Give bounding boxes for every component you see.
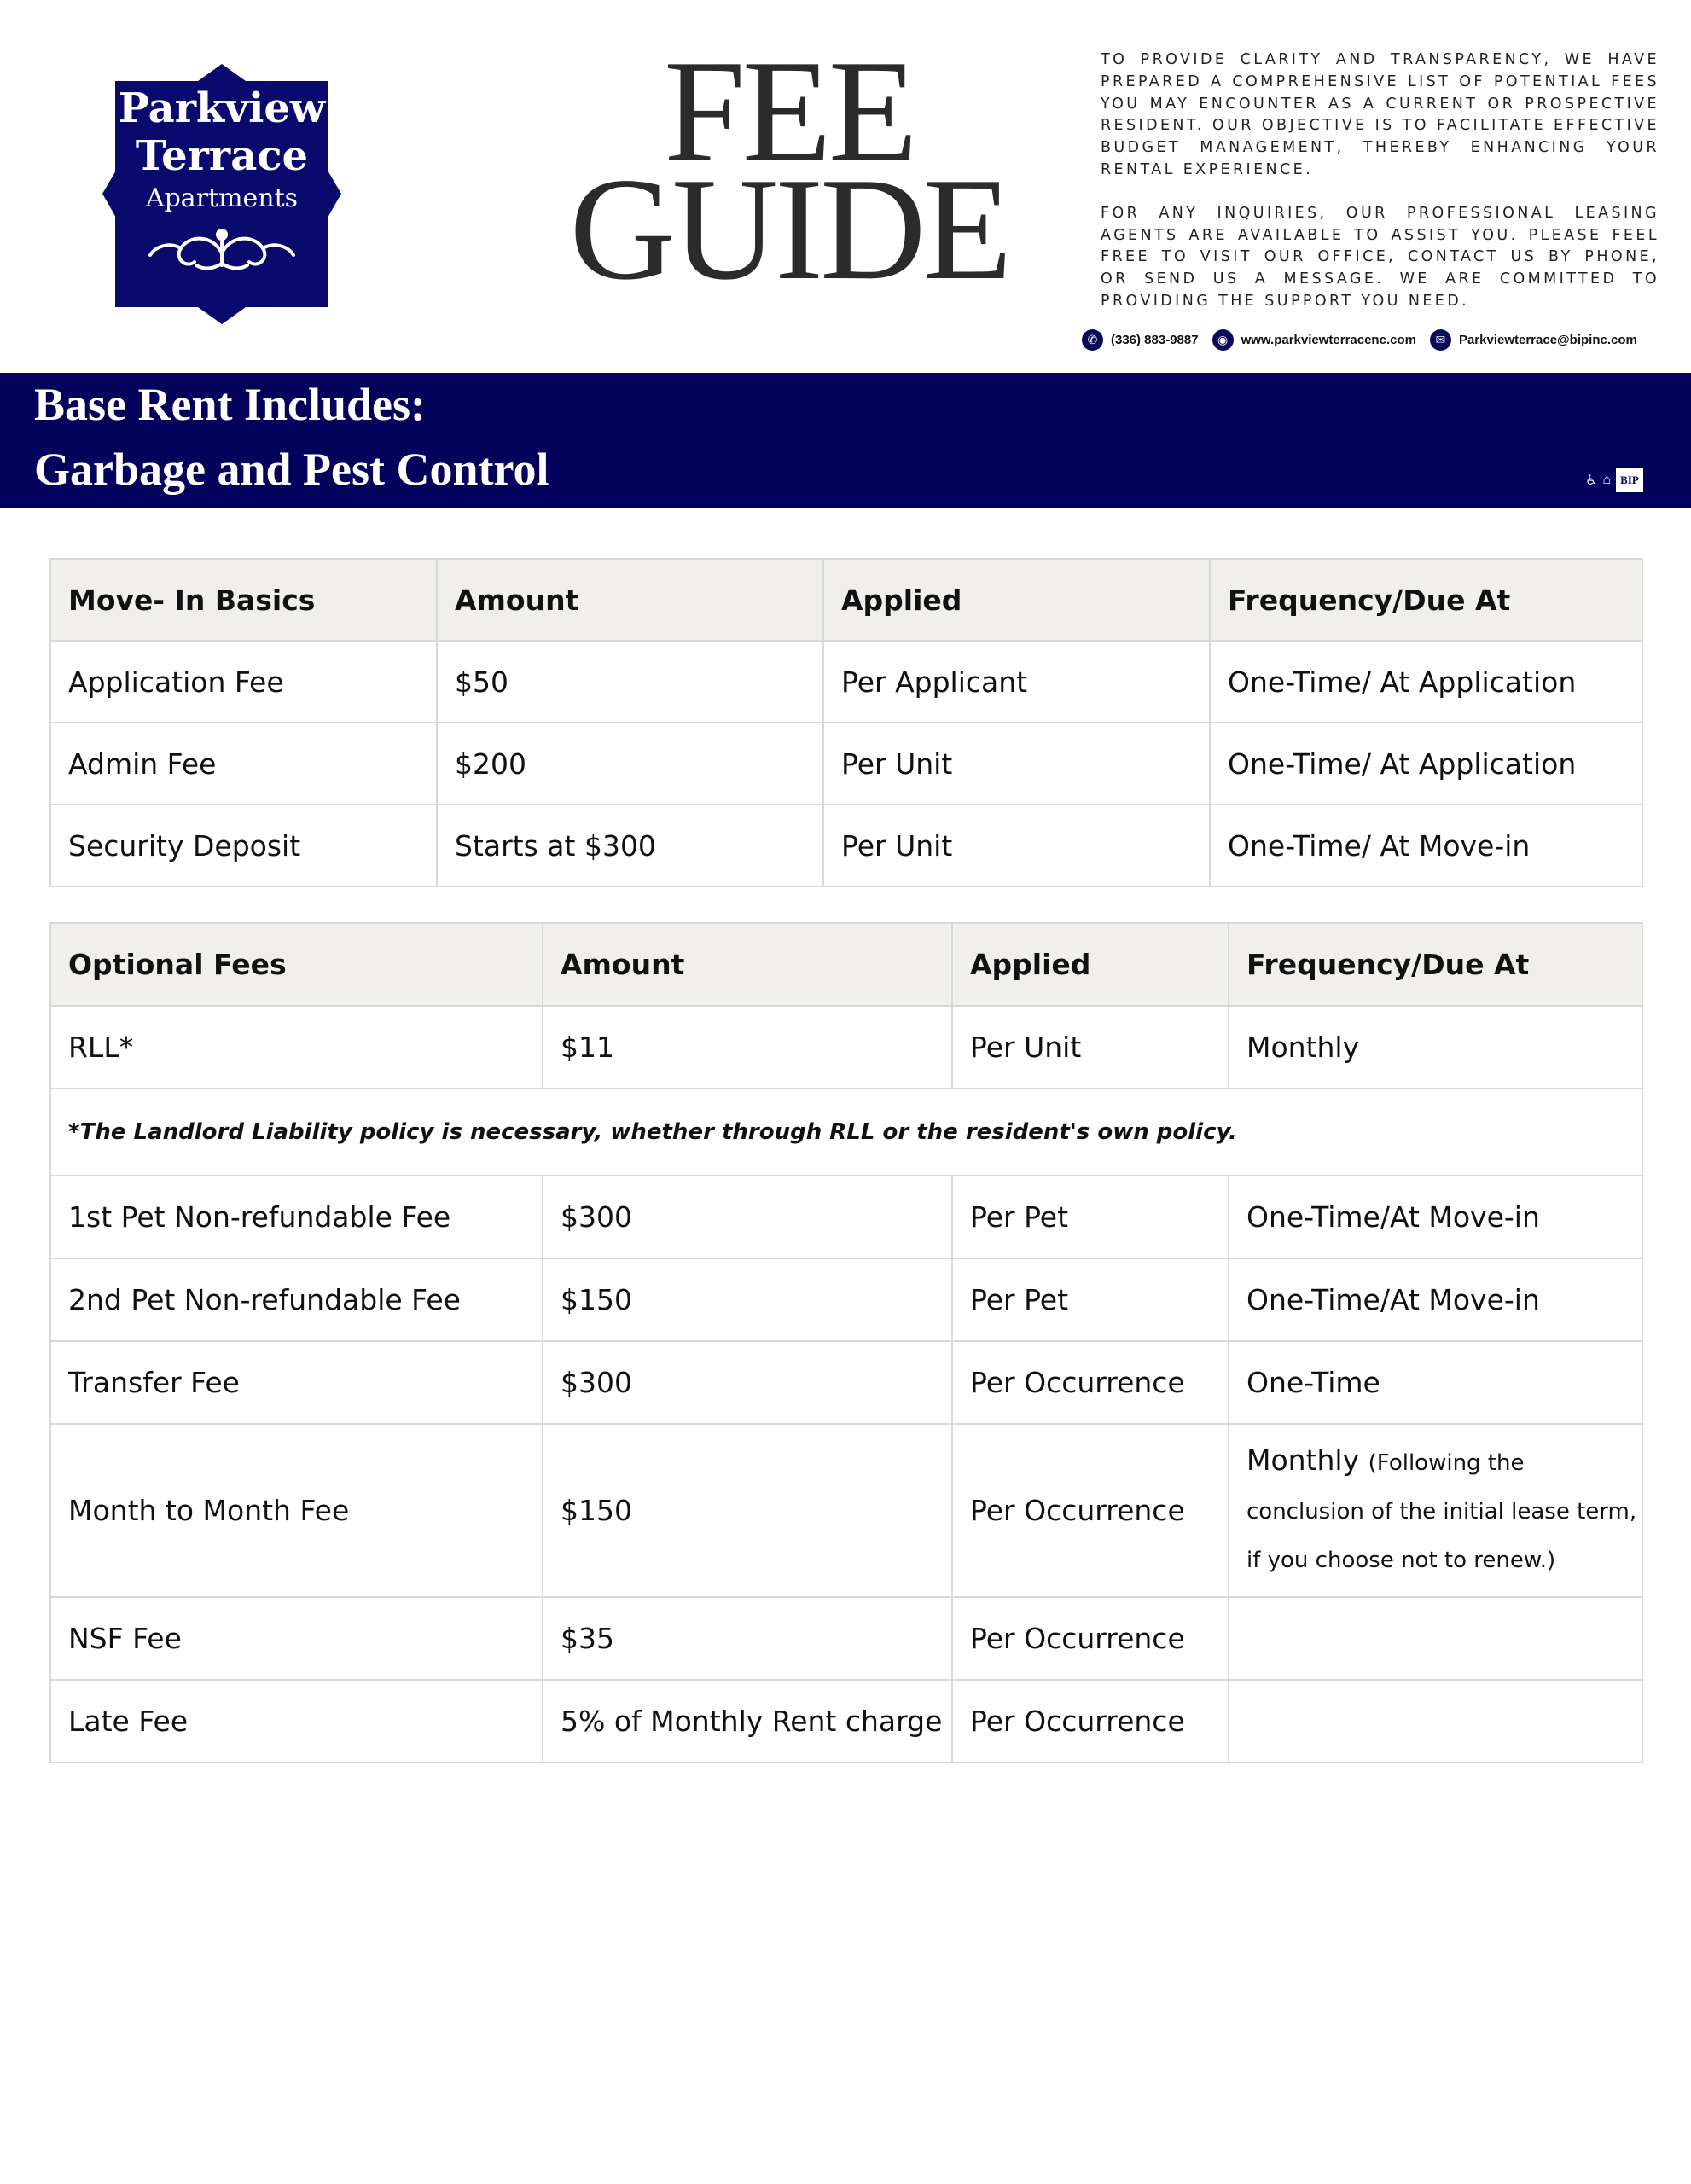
- page-title: [546, 31, 1032, 311]
- fee-applied: Per Occurrence: [952, 1424, 1229, 1597]
- title-line-2: GUIDE: [569, 148, 1009, 311]
- fee-amount: $50: [437, 641, 823, 723]
- table-header-row: [50, 923, 1642, 1006]
- table-row: [50, 1597, 1642, 1680]
- frequency-note: conclusion of the initial lease term,: [1246, 1499, 1637, 1525]
- header-cell: Applied: [823, 559, 1210, 641]
- table-row: [50, 1680, 1642, 1763]
- accessibility-icon: ♿: [1584, 473, 1598, 488]
- contact-website[interactable]: www.parkviewterracenc.com: [1241, 332, 1416, 347]
- fee-frequency: One-Time/ At Move-in: [1210, 804, 1642, 886]
- fee-name: NSF Fee: [50, 1597, 543, 1680]
- globe-icon: ◉: [1212, 329, 1234, 351]
- fee-name: Month to Month Fee: [50, 1424, 543, 1597]
- fee-name: RLL*: [50, 1006, 543, 1089]
- logo-line-2: Terrace: [135, 132, 309, 180]
- fee-applied: Per Unit: [952, 1006, 1229, 1089]
- frequency-note: (Following the: [1368, 1450, 1525, 1476]
- bip-logo: BIP: [1616, 468, 1643, 492]
- fee-name: Admin Fee: [50, 723, 437, 804]
- header-cell: Frequency/Due At: [1210, 559, 1642, 641]
- phone-icon: ✆: [1082, 329, 1103, 351]
- fee-frequency: [1229, 1597, 1642, 1680]
- fee-name: Transfer Fee: [50, 1341, 543, 1424]
- header-cell: Amount: [543, 923, 952, 1006]
- frequency-main: Monthly: [1246, 1443, 1360, 1477]
- title-line-1: FEE: [664, 31, 915, 193]
- table-row: [50, 723, 1642, 804]
- equal-housing-icon: ⌂: [1602, 473, 1611, 487]
- frequency-note: if you choose not to renew.): [1246, 1548, 1556, 1573]
- fee-frequency: [1229, 1424, 1642, 1597]
- fee-amount: $300: [543, 1176, 952, 1258]
- optional-fees-table: [49, 922, 1643, 1763]
- header-cell: Optional Fees: [50, 923, 543, 1006]
- base-rent-banner: [0, 373, 1691, 508]
- move-in-basics-table: [49, 558, 1643, 887]
- banner-subheading: Garbage and Pest Control: [34, 444, 549, 495]
- header-cell: Amount: [437, 559, 823, 641]
- fee-name: 2nd Pet Non-refundable Fee: [50, 1258, 543, 1341]
- fee-amount: 5% of Monthly Rent charge: [543, 1680, 952, 1763]
- fee-frequency: One-Time/At Move-in: [1229, 1176, 1642, 1258]
- table-header-row: [50, 559, 1642, 641]
- fee-applied: Per Occurrence: [952, 1597, 1229, 1680]
- contact-bar: [1082, 328, 1651, 351]
- fee-applied: Per Unit: [823, 723, 1210, 804]
- logo-line-1: Parkview: [118, 84, 326, 132]
- banner-heading: Base Rent Includes:: [34, 379, 427, 430]
- fee-amount: $150: [543, 1258, 952, 1341]
- table-row: [50, 1258, 1642, 1341]
- fee-name: Security Deposit: [50, 804, 437, 886]
- intro-text: [1101, 49, 1659, 334]
- property-logo: [102, 64, 341, 324]
- intro-paragraph-2: FOR ANY INQUIRIES, OUR PROFESSIONAL LEASING AGENTS ARE AVAILABLE TO ASSIST YOU. PLEASE FEEL FREE TO VISIT OUR OFFICE, CONTACT US BY PHONE, OR SEND US A MESSAGE. WE ARE COMMITTED TO PROVIDING THE SUPPORT YOU NEED.: [1101, 204, 1659, 310]
- fee-amount: $11: [543, 1006, 952, 1089]
- table-row: [50, 641, 1642, 723]
- table-row: [50, 1341, 1642, 1424]
- fee-frequency: One-Time/ At Application: [1210, 641, 1642, 723]
- fee-frequency: One-Time: [1229, 1341, 1642, 1424]
- fee-amount: $200: [437, 723, 823, 804]
- table-row: [50, 1424, 1642, 1597]
- fee-name: Late Fee: [50, 1680, 543, 1763]
- mail-icon: ✉: [1430, 329, 1451, 351]
- header-cell: Applied: [952, 923, 1229, 1006]
- table-row: [50, 804, 1642, 886]
- fee-amount: $300: [543, 1341, 952, 1424]
- fee-applied: Per Unit: [823, 804, 1210, 886]
- table-row: [50, 1176, 1642, 1258]
- header-cell: Move- In Basics: [50, 559, 437, 641]
- fee-name: 1st Pet Non-refundable Fee: [50, 1176, 543, 1258]
- fee-applied: Per Applicant: [823, 641, 1210, 723]
- table-note-row: [50, 1089, 1642, 1176]
- compliance-icons: [1585, 468, 1643, 492]
- fee-amount: $150: [543, 1424, 952, 1597]
- contact-email[interactable]: Parkviewterrace@bipinc.com: [1458, 332, 1637, 347]
- logo-line-3: Apartments: [145, 183, 299, 213]
- fee-frequency: One-Time/ At Application: [1210, 723, 1642, 804]
- fee-applied: Per Pet: [952, 1258, 1229, 1341]
- fee-amount: $35: [543, 1597, 952, 1680]
- rll-footnote: *The Landlord Liability policy is necessary, whether through RLL or the resident's own policy.: [50, 1089, 1642, 1176]
- fee-amount: Starts at $300: [437, 804, 823, 886]
- fee-frequency: Monthly: [1229, 1006, 1642, 1089]
- fee-frequency: One-Time/At Move-in: [1229, 1258, 1642, 1341]
- fee-frequency: [1229, 1680, 1642, 1763]
- header-cell: Frequency/Due At: [1229, 923, 1642, 1006]
- table-row: [50, 1006, 1642, 1089]
- fee-applied: Per Occurrence: [952, 1341, 1229, 1424]
- contact-phone[interactable]: (336) 883-9887: [1111, 332, 1199, 347]
- fee-name: Application Fee: [50, 641, 437, 723]
- fee-applied: Per Occurrence: [952, 1680, 1229, 1763]
- intro-paragraph-1: TO PROVIDE CLARITY AND TRANSPARENCY, WE HAVE PREPARED A COMPREHENSIVE LIST OF POTENTIAL FEES YOU MAY ENCOUNTER AS A CURRENT OR PROSPECTIVE RESIDENT. OUR OBJECTIVE IS TO FACILITATE EFFECTIVE BUDGET MANAGEMENT, THEREBY ENHANCING YOUR RENTAL EXPERIENCE.: [1101, 51, 1659, 178]
- fee-applied: Per Pet: [952, 1176, 1229, 1258]
